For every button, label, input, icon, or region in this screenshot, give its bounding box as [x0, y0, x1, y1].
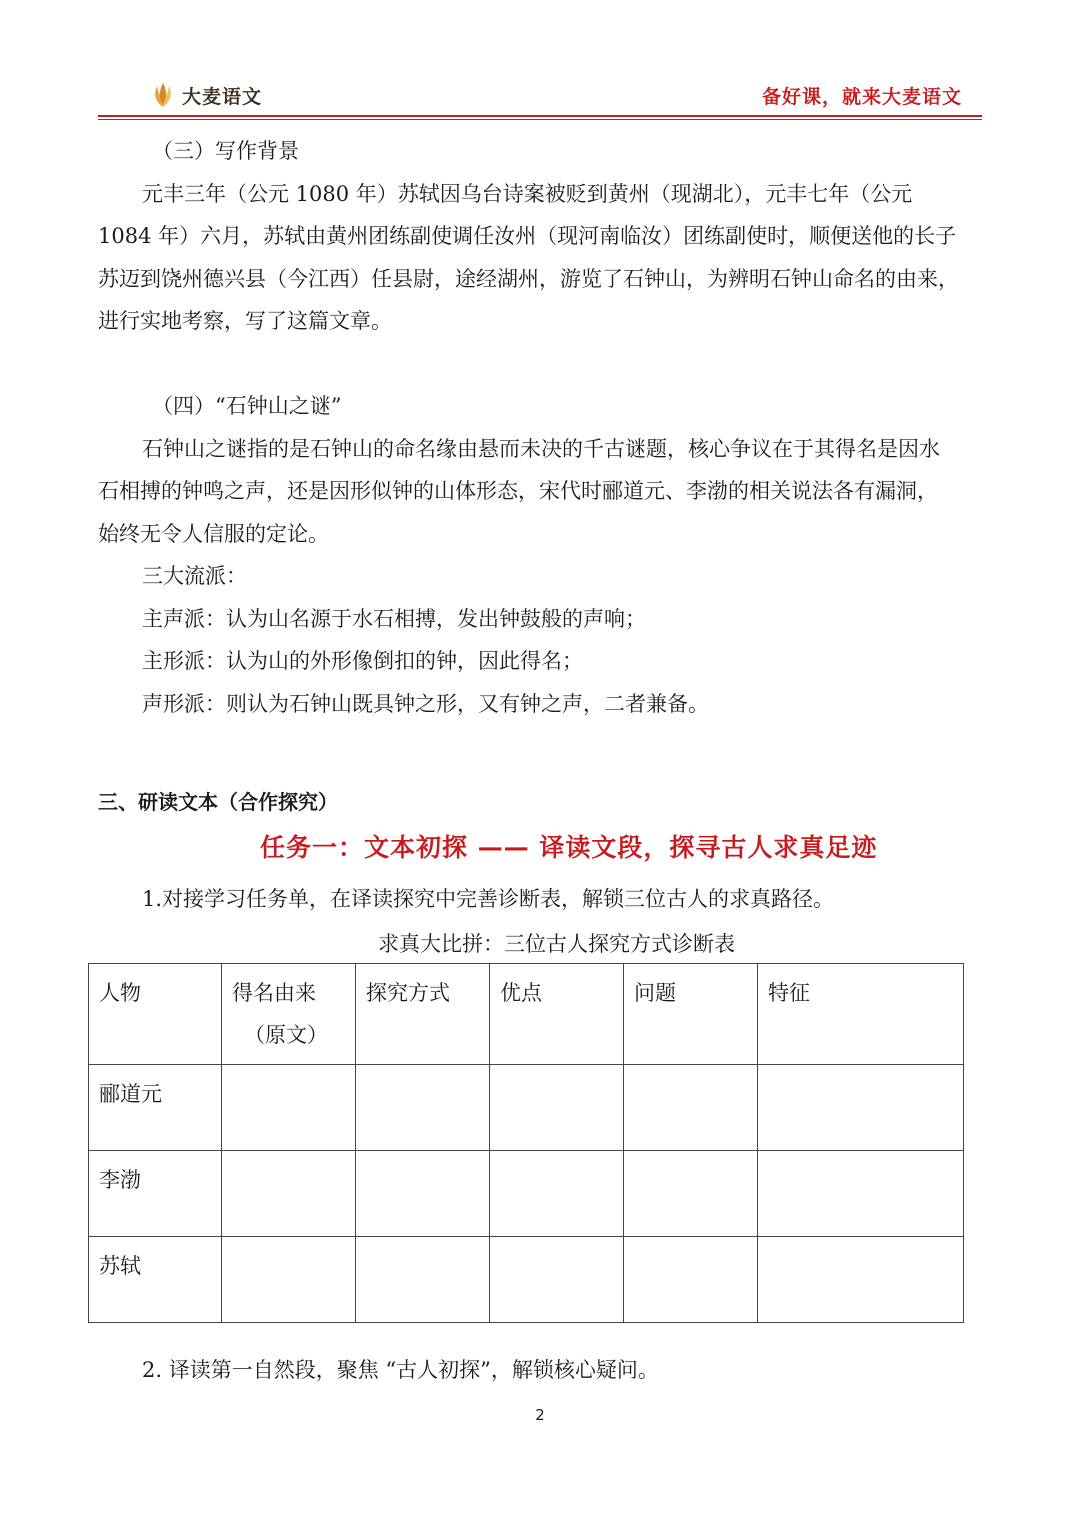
- table-cell[interactable]: [222, 1065, 356, 1151]
- logo-text: 大麦语文: [182, 85, 263, 108]
- table-cell[interactable]: [758, 1065, 964, 1151]
- table-cell[interactable]: [490, 1151, 624, 1237]
- item-2: 2. 译读第一自然段，聚焦 “古人初探”，解锁核心疑问。: [142, 1358, 659, 1382]
- table-header-row: [89, 964, 964, 1065]
- table-cell[interactable]: [624, 1065, 758, 1151]
- table-cell[interactable]: [624, 1151, 758, 1237]
- header-name-origin: 得名由来 （原文）: [222, 964, 356, 1065]
- table-cell[interactable]: [758, 1237, 964, 1323]
- school-item: 声形派：则认为石钟山既具钟之形，又有钟之声，二者兼备。: [142, 692, 709, 716]
- section-heading-mystery: （四）“石钟山之谜”: [152, 394, 342, 418]
- header-problem: 问题: [624, 964, 758, 1065]
- table-cell[interactable]: [222, 1237, 356, 1323]
- table-cell[interactable]: [356, 1237, 490, 1323]
- table-cell[interactable]: [222, 1151, 356, 1237]
- paragraph-line: 石相搏的钟鸣之声，还是因形似钟的山体形态，宋代时郦道元、李渤的相关说法各有漏洞，: [98, 479, 938, 503]
- section-heading-writing-background: （三）写作背景: [152, 139, 299, 163]
- header-divider-thin: [98, 119, 982, 120]
- row-person: 李渤: [89, 1151, 222, 1237]
- brand-logo: [148, 78, 262, 112]
- table-row: [89, 1065, 964, 1151]
- table-row: [89, 1237, 964, 1323]
- header-person: 人物: [89, 964, 222, 1065]
- header-strength: 优点: [490, 964, 624, 1065]
- table-cell[interactable]: [356, 1065, 490, 1151]
- header-divider: [98, 115, 982, 117]
- table-cell[interactable]: [490, 1065, 624, 1151]
- table-cell[interactable]: [356, 1151, 490, 1237]
- wheat-logo-icon: [148, 80, 178, 110]
- table-row: [89, 1151, 964, 1237]
- diagnosis-table: [88, 963, 964, 1323]
- task-title: 任务一：文本初探 —— 译读文段，探寻古人求真足迹: [260, 833, 878, 862]
- header-method: 探究方式: [356, 964, 490, 1065]
- paragraph-line: 进行实地考察，写了这篇文章。: [98, 309, 392, 333]
- paragraph-line: 苏迈到饶州德兴县（今江西）任县尉，途经湖州，游览了石钟山，为辨明石钟山命名的由来，: [98, 267, 959, 291]
- row-person: 郦道元: [89, 1065, 222, 1151]
- table-cell[interactable]: [624, 1237, 758, 1323]
- header-sub: （原文）: [244, 1023, 328, 1047]
- item-1: 1.对接学习任务单，在译读探究中完善诊断表，解锁三位古人的求真路径。: [142, 887, 835, 911]
- row-person: 苏轼: [89, 1237, 222, 1323]
- page-number: 2: [535, 1406, 545, 1424]
- part-heading: 三、研读文本（合作探究）: [98, 790, 338, 814]
- table-cell[interactable]: [490, 1237, 624, 1323]
- header-feature: 特征: [758, 964, 964, 1065]
- paragraph-line: 始终无令人信服的定论。: [98, 522, 329, 546]
- school-item: 主声派：认为山名源于水石相搏，发出钟鼓般的声响；: [142, 607, 646, 631]
- paragraph-line: 1084 年）六月，苏轼由黄州团练副使调任汝州（现河南临汝）团练副使时，顺便送他的长子: [98, 224, 957, 248]
- schools-label: 三大流派：: [142, 564, 247, 588]
- paragraph-line: 石钟山之谜指的是石钟山的命名缘由悬而未决的千古谜题，核心争议在于其得名是因水: [142, 437, 940, 461]
- paragraph-line: 元丰三年（公元 1080 年）苏轼因乌台诗案被贬到黄州（现湖北），元丰七年（公元: [142, 182, 913, 206]
- school-item: 主形派：认为山的外形像倒扣的钟，因此得名；: [142, 649, 583, 673]
- table-caption: 求真大比拼：三位古人探究方式诊断表: [378, 932, 735, 956]
- table-cell[interactable]: [758, 1151, 964, 1237]
- header-slogan: 备好课，就来大麦语文: [762, 86, 963, 108]
